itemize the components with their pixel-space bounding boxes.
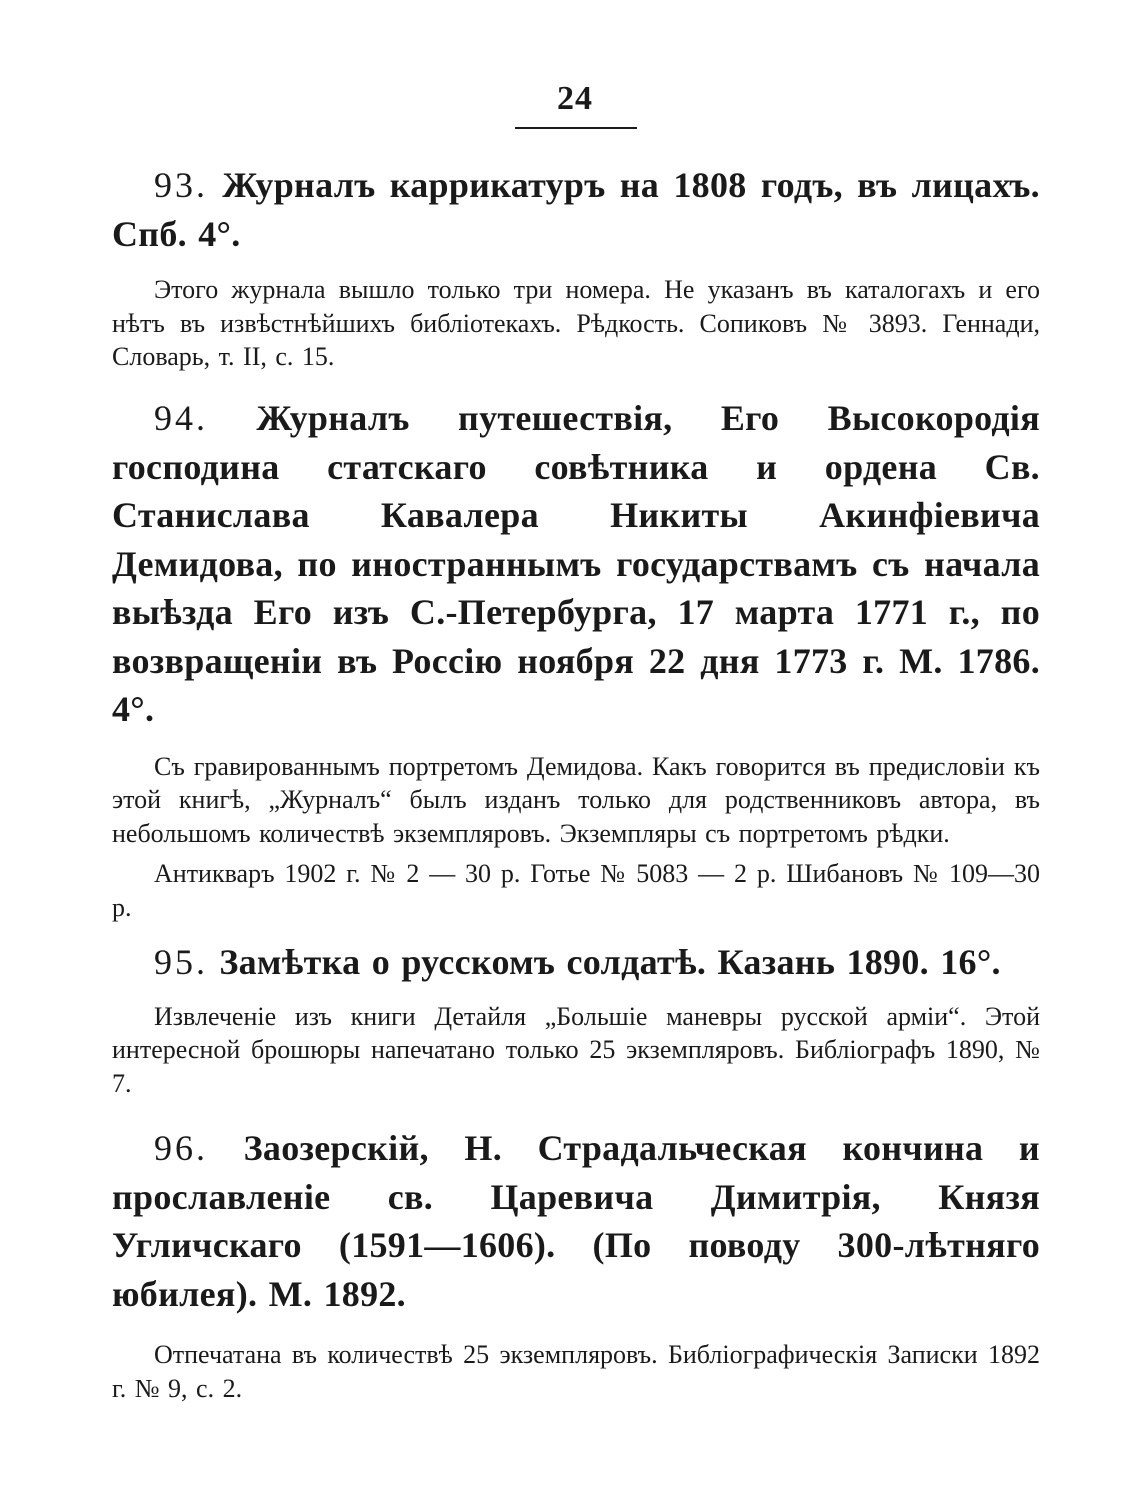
entry-note-text: Этого журнала вышло только три номера. Не указанъ въ каталогахъ и его нѣтъ въ извѣстнѣйшихъ библіотекахъ. Рѣдкость. Сопиковъ № 3893. Геннади, Словарь, т. II, с. 15. [112, 275, 1040, 371]
entry-note [112, 750, 1040, 851]
page-number-rule [515, 127, 637, 129]
entry-note-text: Извлеченіе изъ книги Детайля „Большіе маневры русской арміи“. Этой интересной брошюры напечатано только 25 экземпляровъ. Библіографъ 1890, № 7. [112, 1001, 1040, 1098]
bibliography-entry-93 [112, 161, 1040, 374]
page-number: 24 [557, 80, 593, 117]
bibliography-entry-94 [112, 394, 1040, 924]
entry-title [112, 394, 1040, 734]
entry-note [112, 1338, 1040, 1405]
entry-note-text: Отпечатана въ количествѣ 25 экземпляровъ. Библіографическія Записки 1892 г. № 9, с. 2. [112, 1340, 1040, 1403]
entry-number: 96. [154, 1128, 208, 1168]
entry-notes [112, 1000, 1040, 1101]
entry-notes [112, 273, 1040, 374]
entry-title-text: Журналъ путешествія, Его Высокородія господина статскаго совѣтника и ордена Св. Станислава Кавалера Никиты Акинфіевича Демидова, по иностраннымъ государствамъ съ начала выѣзда Его изъ С.-Петербурга, 17 марта 1771 г., по возвращеніи въ Россію ноября 22 дня 1773 г. М. 1786. 4°. [112, 398, 1040, 729]
entry-note-text: Антикваръ 1902 г. № 2 — 30 р. Готье № 5083 — 2 р. Шибановъ № 109—30 р. [112, 859, 1040, 922]
entry-title-text: Журналъ каррикатуръ на 1808 годъ, въ лицахъ. Спб. 4°. [112, 165, 1040, 254]
entry-title-text: Заозерскій, Н. Страдальческая кончина и прославленіе св. Царевича Димитрія, Князя Угличскаго (1591—1606). (По поводу 300-лѣтняго юбилея). М. 1892. [112, 1128, 1040, 1314]
entry-title [112, 161, 1040, 258]
entry-number: 93. [154, 165, 208, 205]
entry-title [112, 938, 1040, 987]
entry-note-text: Съ гравированнымъ портретомъ Демидова. Какъ говорится въ предисловіи къ этой книгѣ, „Журналъ“ былъ изданъ только для родственниковъ автора, въ небольшомъ количествѣ экземпляровъ. Экземпляры съ портретомъ рѣдки. [112, 751, 1040, 848]
entry-note [112, 273, 1040, 374]
entry-notes [112, 750, 1040, 925]
bibliography-entry-95 [112, 938, 1040, 1100]
entry-note [112, 1000, 1040, 1101]
bibliography-entry-96 [112, 1124, 1040, 1405]
entry-title-text: Замѣтка о русскомъ солдатѣ. Казань 1890. 16°. [219, 942, 1001, 982]
entry-number: 94. [154, 398, 208, 438]
entry-title [112, 1124, 1040, 1318]
entry-note [112, 857, 1040, 924]
entry-notes [112, 1338, 1040, 1405]
entry-number: 95. [154, 942, 208, 982]
